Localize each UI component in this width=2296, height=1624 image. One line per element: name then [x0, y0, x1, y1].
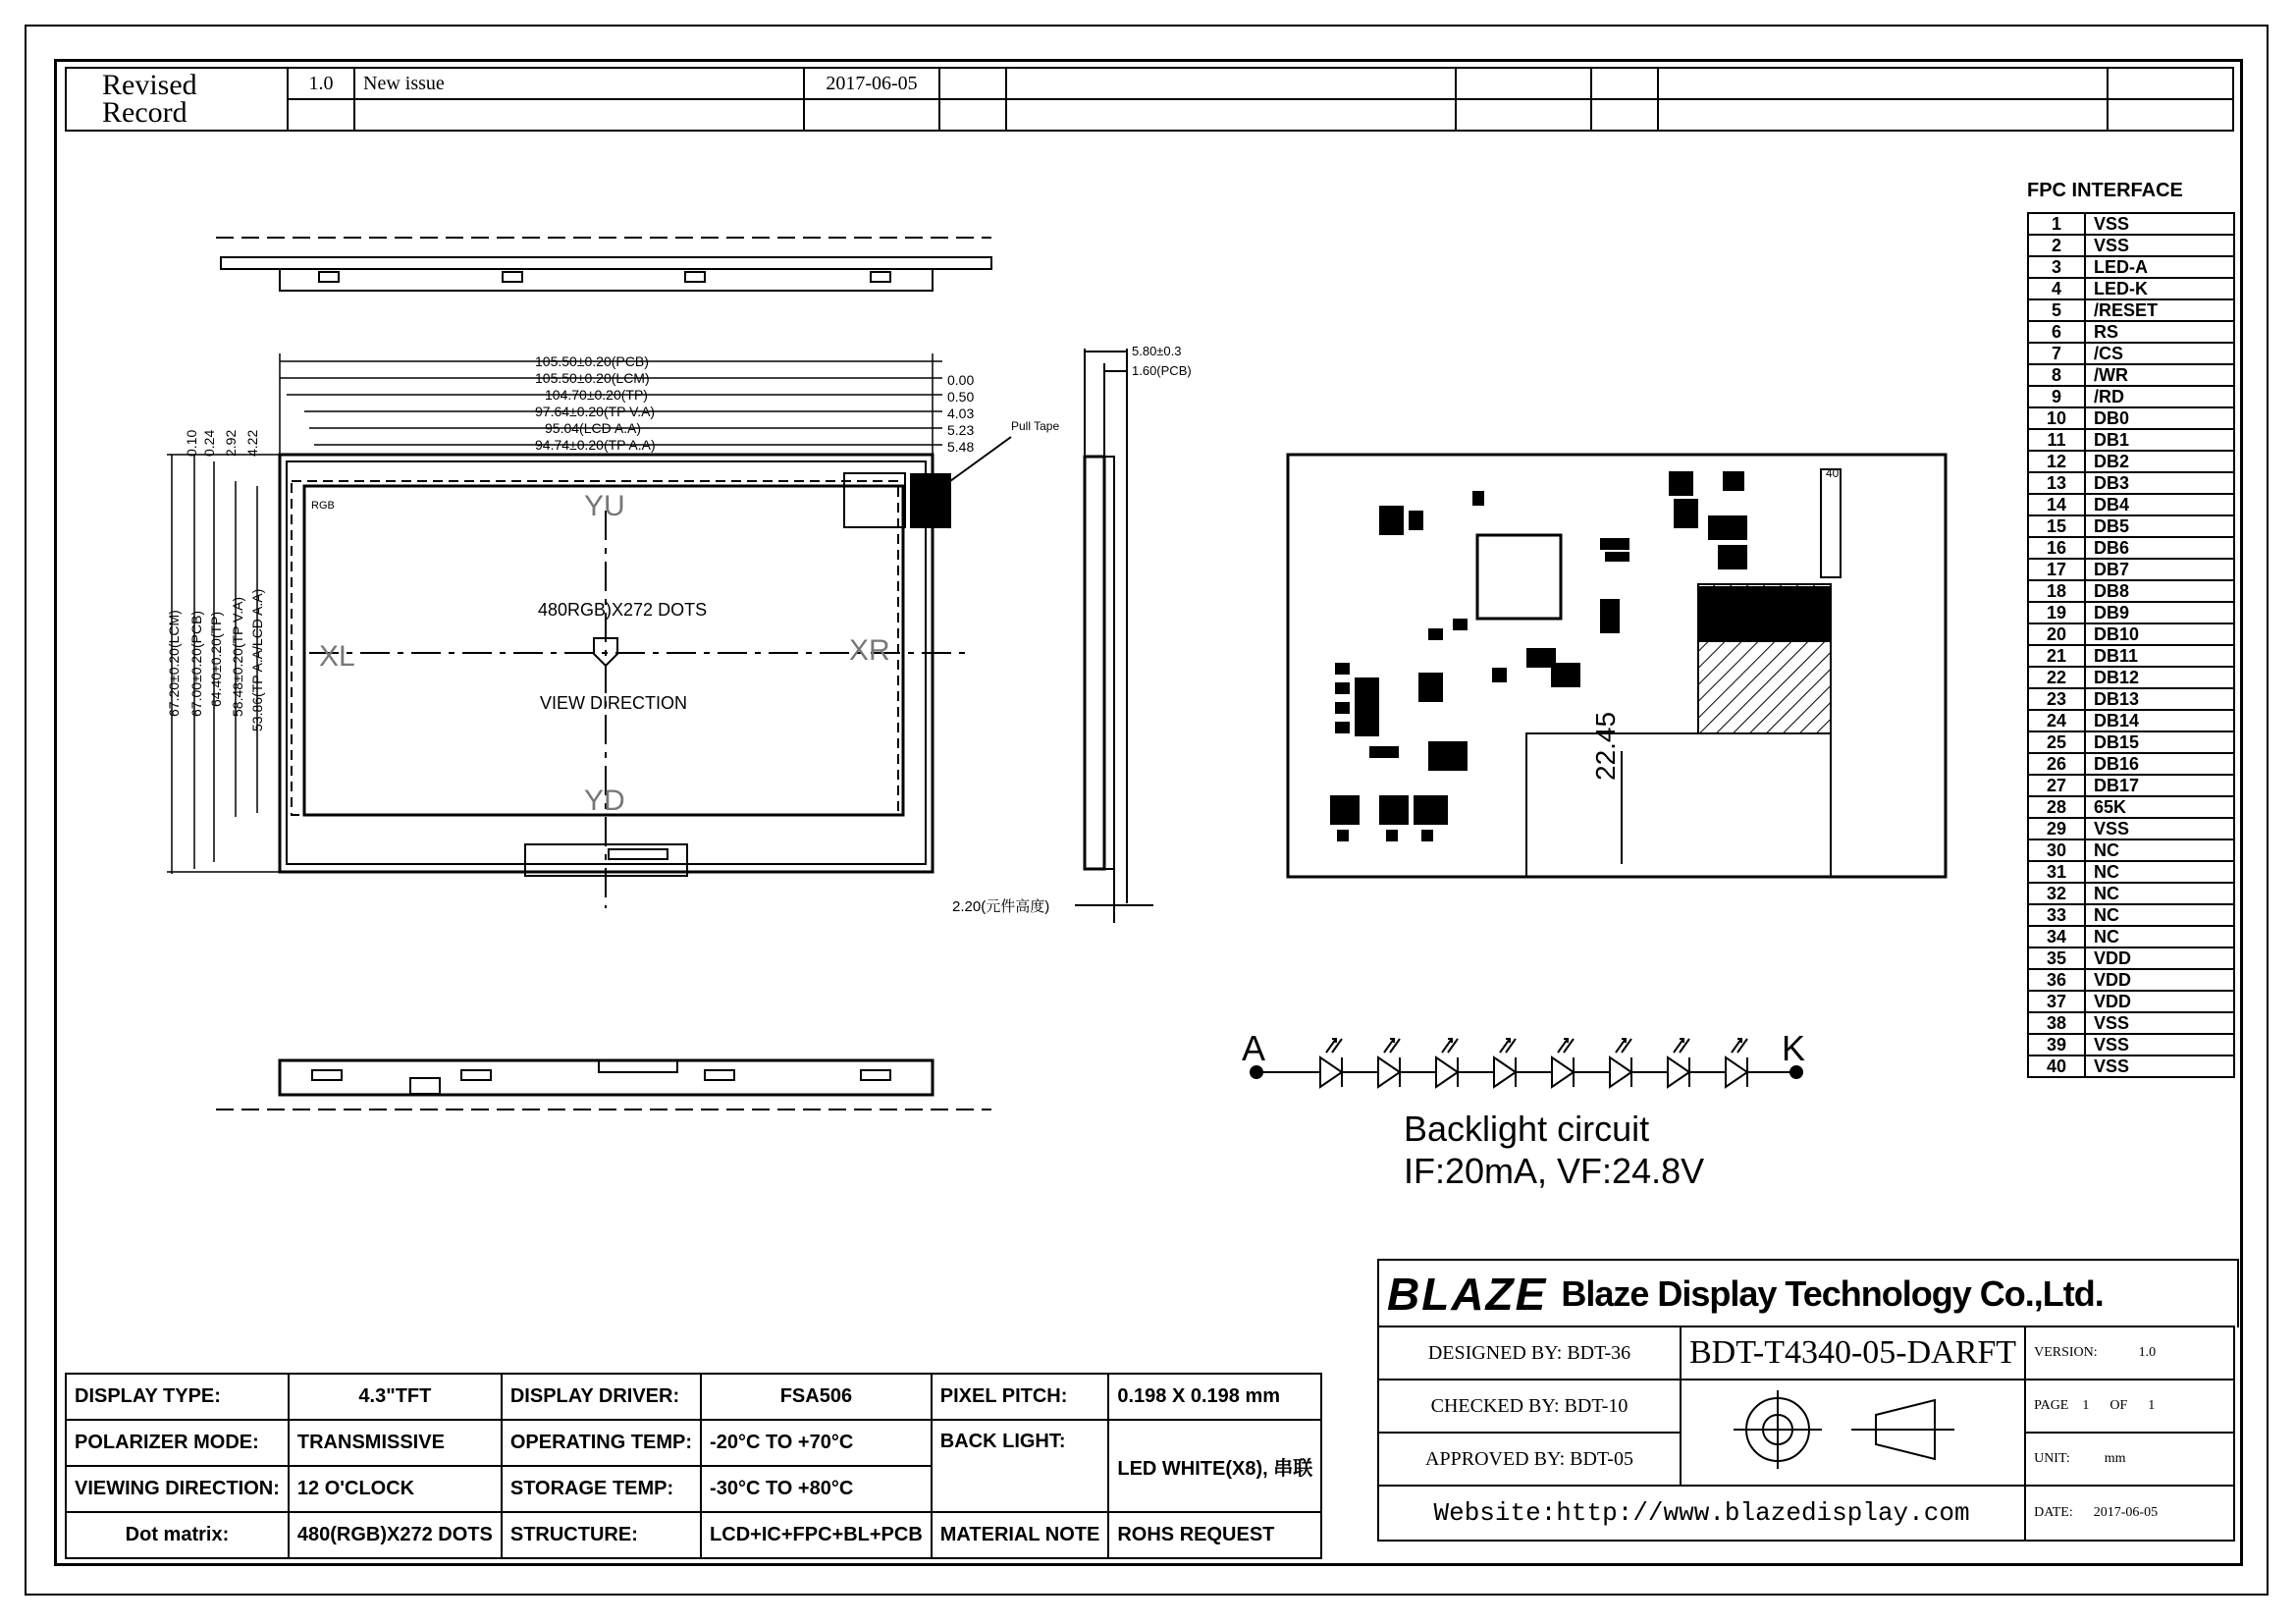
fpc-pin-row — [2028, 731, 2234, 753]
projection-symbol-icon — [1689, 1380, 1974, 1479]
led-diode — [1552, 1039, 1574, 1087]
fpc-pin-signal: VSS — [2085, 1034, 2234, 1056]
fpc-pin-number: 36 — [2028, 969, 2085, 991]
fpc-pin-number: 39 — [2028, 1034, 2085, 1056]
left-offset-1: 0.10 — [184, 429, 199, 457]
fpc-pin-number: 1 — [2028, 213, 2085, 235]
fpc-pin-row — [2028, 818, 2234, 839]
viewing-label: VIEWING DIRECTION: — [66, 1466, 289, 1512]
dim-tp-va-width: 97.64±0.20(TP V.A) — [535, 404, 656, 419]
top-side-view — [216, 238, 991, 291]
fpc-pin-signal: VSS — [2085, 213, 2234, 235]
fpc-pin-number: 6 — [2028, 321, 2085, 343]
structure: LCD+IC+FPC+BL+PCB — [701, 1512, 932, 1558]
fpc-pin-signal: DB12 — [2085, 667, 2234, 688]
fpc-pin-row — [2028, 299, 2234, 321]
fpc-pin-signal: 65K — [2085, 796, 2234, 818]
fpc-pin-number: 34 — [2028, 926, 2085, 947]
fpc-pin-number: 3 — [2028, 256, 2085, 278]
left-offset-4: 4.22 — [244, 429, 260, 457]
revision-description: New issue — [354, 68, 804, 99]
fpc-pin-row — [2028, 580, 2234, 602]
fpc-pin-row — [2028, 796, 2234, 818]
display-type: 4.3"TFT — [289, 1374, 502, 1420]
fpc-pin-number: 29 — [2028, 818, 2085, 839]
pixel-pitch: 0.198 X 0.198 mm — [1108, 1374, 1321, 1420]
fpc-pin-number: 32 — [2028, 883, 2085, 904]
fpc-pin-row — [2028, 969, 2234, 991]
company-logo: BLAZE — [1387, 1269, 1548, 1320]
fpc-pin-signal: VSS — [2085, 1012, 2234, 1034]
fpc-pin-row — [2028, 429, 2234, 451]
fpc-pin-number: 20 — [2028, 623, 2085, 645]
back-pin-label: 40 — [1826, 466, 1840, 480]
fpc-pin-number: 25 — [2028, 731, 2085, 753]
fpc-pin-signal: VDD — [2085, 991, 2234, 1012]
part-number: BDT-T4340-05-DARFT — [1681, 1326, 2025, 1380]
structure-label: STRUCTURE: — [502, 1512, 701, 1558]
fpc-pin-signal: VSS — [2085, 235, 2234, 256]
storage: -30°C TO +80°C — [701, 1466, 932, 1512]
led-diode — [1494, 1039, 1516, 1087]
polarizer: TRANSMISSIVE — [289, 1420, 502, 1466]
display-driver-label: DISPLAY DRIVER: — [502, 1374, 701, 1420]
dim-tp-aa-width: 94.74±0.20(TP A.A) — [535, 437, 656, 453]
op-temp-label: OPERATING TEMP: — [502, 1420, 701, 1466]
fpc-pin-row — [2028, 559, 2234, 580]
led-diode — [1320, 1039, 1342, 1087]
backlight-label: BACK LIGHT: — [932, 1420, 1109, 1512]
fpc-pin-number: 30 — [2028, 839, 2085, 861]
designed-by: DESIGNED BY: BDT-36 — [1378, 1326, 1681, 1380]
fpc-pin-row — [2028, 947, 2234, 969]
of-label: OF — [2109, 1398, 2128, 1413]
company-name: Blaze Display Technology Co.,Ltd. — [1561, 1273, 2104, 1314]
fpc-pin-signal: VSS — [2085, 1056, 2234, 1077]
fpc-pin-signal: DB14 — [2085, 710, 2234, 731]
fpc-pin-signal: /RESET — [2085, 299, 2234, 321]
fpc-pin-row — [2028, 213, 2234, 235]
revision-date: 2017-06-05 — [804, 68, 939, 99]
projection-symbol — [1681, 1380, 2025, 1486]
checked-by: CHECKED BY: BDT-10 — [1378, 1380, 1681, 1433]
fpc-pin-number: 27 — [2028, 775, 2085, 796]
backlight-title: Backlight circuit — [1404, 1109, 1650, 1149]
fpc-pin-number: 33 — [2028, 904, 2085, 926]
date-label: DATE: — [2034, 1505, 2073, 1520]
dim-tp-width: 104.70±0.20(TP) — [545, 387, 648, 403]
fpc-pin-number: 5 — [2028, 299, 2085, 321]
dot-matrix-label: Dot matrix: — [66, 1512, 289, 1558]
fpc-pin-row — [2028, 688, 2234, 710]
backlight-spec: IF:20mA, VF:24.8V — [1404, 1151, 1705, 1191]
right-side-view — [1075, 349, 1153, 923]
approved-by: APPROVED BY: BDT-05 — [1378, 1433, 1681, 1486]
fpc-pin-number: 16 — [2028, 537, 2085, 559]
fpc-pin-number: 17 — [2028, 559, 2085, 580]
display-driver: FSA506 — [701, 1374, 932, 1420]
revision-version: 1.0 — [288, 68, 354, 99]
fpc-pin-signal: DB0 — [2085, 407, 2234, 429]
fpc-pin-signal: DB3 — [2085, 472, 2234, 494]
unit: mm — [2104, 1451, 2126, 1466]
fpc-pin-row — [2028, 1012, 2234, 1034]
dim-offset-1: 0.00 — [947, 372, 975, 388]
fpc-pin-signal: NC — [2085, 904, 2234, 926]
fpc-pin-number: 18 — [2028, 580, 2085, 602]
material: ROHS REQUEST — [1108, 1512, 1321, 1558]
fpc-pin-signal: DB16 — [2085, 753, 2234, 775]
fpc-pin-number: 23 — [2028, 688, 2085, 710]
fpc-pin-row — [2028, 623, 2234, 645]
fpc-pin-signal: NC — [2085, 883, 2234, 904]
fpc-pin-number: 7 — [2028, 343, 2085, 364]
website: Website:http://www.blazedisplay.com — [1378, 1486, 2025, 1541]
rgb-label: RGB — [311, 500, 335, 512]
fpc-title: FPC INTERFACE — [2027, 180, 2183, 201]
fpc-pin-row — [2028, 472, 2234, 494]
fpc-pin-number: 4 — [2028, 278, 2085, 299]
fpc-pin-signal: RS — [2085, 321, 2234, 343]
fpc-pin-row — [2028, 775, 2234, 796]
height-tp-aa: 53.86(TP A.A/LCD A.A) — [249, 588, 265, 731]
fpc-pin-row — [2028, 753, 2234, 775]
fpc-pin-number: 15 — [2028, 515, 2085, 537]
dim-offset-2: 0.50 — [947, 389, 975, 405]
thickness-pcb: 1.60(PCB) — [1132, 363, 1192, 378]
fpc-pin-number: 40 — [2028, 1056, 2085, 1077]
date: 2017-06-05 — [2093, 1505, 2159, 1520]
fpc-pin-row — [2028, 256, 2234, 278]
display-type-label: DISPLAY TYPE: — [66, 1374, 289, 1420]
fpc-pin-number: 37 — [2028, 991, 2085, 1012]
pcb-components — [1330, 471, 1747, 841]
fpc-pin-row — [2028, 515, 2234, 537]
fpc-pin-row — [2028, 667, 2234, 688]
page-label: PAGE — [2034, 1398, 2069, 1413]
xl-label: XL — [319, 640, 355, 673]
height-tp-va: 58.48±0.20(TP V.A) — [230, 596, 245, 717]
pull-tape-label: Pull Tape — [1011, 419, 1060, 433]
fpc-pin-signal: VDD — [2085, 947, 2234, 969]
left-offset-2: 0.24 — [201, 429, 217, 457]
revision-label-line2: Record — [102, 96, 187, 129]
unit-label: UNIT: — [2034, 1451, 2070, 1466]
pixel-pitch-label: PIXEL PITCH: — [932, 1374, 1109, 1420]
fpc-pin-number: 31 — [2028, 861, 2085, 883]
dim-lcd-aa-width: 95.04(LCD A.A) — [545, 420, 642, 436]
material-label: MATERIAL NOTE — [932, 1512, 1109, 1558]
fpc-pin-signal: DB5 — [2085, 515, 2234, 537]
fpc-pin-number: 8 — [2028, 364, 2085, 386]
back-dimension: 22.45 — [1590, 711, 1621, 781]
fpc-pin-row — [2028, 407, 2234, 429]
backlight-value: LED WHITE(X8), 串联 — [1108, 1420, 1321, 1512]
dim-offset-5: 5.48 — [947, 439, 975, 455]
cathode-label: K — [1782, 1028, 1806, 1068]
fpc-pin-signal: DB9 — [2085, 602, 2234, 623]
led-diodes — [1320, 1039, 1747, 1087]
fpc-pin-signal: /WR — [2085, 364, 2234, 386]
dim-lcm-width: 105.50±0.20(LCM) — [535, 370, 650, 386]
fpc-pin-signal: DB2 — [2085, 451, 2234, 472]
fpc-pin-number: 38 — [2028, 1012, 2085, 1034]
led-diode — [1726, 1039, 1747, 1087]
fpc-pin-number: 26 — [2028, 753, 2085, 775]
fpc-pin-signal: DB1 — [2085, 429, 2234, 451]
fpc-pin-number: 12 — [2028, 451, 2085, 472]
fpc-pin-row — [2028, 991, 2234, 1012]
fpc-pin-number: 13 — [2028, 472, 2085, 494]
height-pcb: 67.00±0.20(PCB) — [188, 610, 204, 717]
height-tp: 64.40±0.20(TP) — [208, 611, 224, 707]
front-view — [280, 437, 1011, 908]
storage-label: STORAGE TEMP: — [502, 1466, 701, 1512]
fpc-pin-signal: DB10 — [2085, 623, 2234, 645]
fpc-pin-row — [2028, 321, 2234, 343]
anode-label: A — [1242, 1028, 1266, 1068]
fpc-pin-row — [2028, 710, 2234, 731]
fpc-pin-signal: DB11 — [2085, 645, 2234, 667]
fpc-pin-number: 9 — [2028, 386, 2085, 407]
backlight-circuit — [1251, 1039, 1802, 1087]
version: 1.0 — [2138, 1345, 2157, 1360]
yd-label: YD — [584, 785, 625, 817]
fpc-pin-number: 21 — [2028, 645, 2085, 667]
fpc-pin-row — [2028, 645, 2234, 667]
dim-offset-4: 5.23 — [947, 422, 975, 438]
dots-label: 480RGB)X272 DOTS — [538, 600, 708, 620]
fpc-pin-row — [2028, 839, 2234, 861]
fpc-pin-row — [2028, 343, 2234, 364]
fpc-pin-signal: /RD — [2085, 386, 2234, 407]
fpc-pin-number: 14 — [2028, 494, 2085, 515]
thickness-total: 5.80±0.3 — [1132, 344, 1182, 358]
of-value: 1 — [2148, 1398, 2156, 1413]
view-direction-label: VIEW DIRECTION — [540, 693, 688, 713]
fpc-pin-signal: DB6 — [2085, 537, 2234, 559]
fpc-pin-row — [2028, 386, 2234, 407]
fpc-pin-signal: NC — [2085, 839, 2234, 861]
polarizer-label: POLARIZER MODE: — [66, 1420, 289, 1466]
fpc-pin-number: 28 — [2028, 796, 2085, 818]
fpc-pin-row — [2028, 1034, 2234, 1056]
fpc-pin-row — [2028, 278, 2234, 299]
dim-offset-3: 4.03 — [947, 406, 975, 421]
dot-matrix: 480(RGB)X272 DOTS — [289, 1512, 502, 1558]
fpc-pin-signal: DB15 — [2085, 731, 2234, 753]
fpc-pin-row — [2028, 926, 2234, 947]
fpc-pin-row — [2028, 494, 2234, 515]
fpc-pin-number: 19 — [2028, 602, 2085, 623]
fpc-pin-row — [2028, 861, 2234, 883]
fpc-pin-signal: DB8 — [2085, 580, 2234, 602]
fpc-pin-signal: DB13 — [2085, 688, 2234, 710]
version-label: VERSION: — [2034, 1345, 2098, 1360]
page: 1 — [2082, 1398, 2090, 1413]
fpc-pin-row — [2028, 235, 2234, 256]
fpc-pin-signal: NC — [2085, 861, 2234, 883]
title-block — [1377, 1326, 2235, 1542]
yu-label: YU — [584, 490, 625, 522]
fpc-pin-number: 24 — [2028, 710, 2085, 731]
fpc-pin-number: 35 — [2028, 947, 2085, 969]
led-diode — [1436, 1039, 1458, 1087]
left-offset-3: 2.92 — [223, 429, 239, 457]
fpc-pin-signal: /CS — [2085, 343, 2234, 364]
op-temp: -20°C TO +70°C — [701, 1420, 932, 1466]
fpc-pin-row — [2028, 1056, 2234, 1077]
fpc-pin-signal: VSS — [2085, 818, 2234, 839]
fpc-pin-row — [2028, 451, 2234, 472]
fpc-pin-row — [2028, 883, 2234, 904]
fpc-pin-row — [2028, 602, 2234, 623]
fpc-pin-signal: VDD — [2085, 969, 2234, 991]
viewing: 12 O'CLOCK — [289, 1466, 502, 1512]
fpc-pin-row — [2028, 364, 2234, 386]
height-lcm: 67.20±0.20(LCM) — [166, 610, 182, 717]
fpc-table — [2027, 212, 2235, 1078]
fpc-pin-signal: LED-A — [2085, 256, 2234, 278]
bottom-side-view — [216, 1060, 991, 1110]
fpc-pin-number: 11 — [2028, 429, 2085, 451]
specs-table — [65, 1373, 1322, 1559]
fpc-pin-number: 10 — [2028, 407, 2085, 429]
fpc-pin-row — [2028, 904, 2234, 926]
led-diode — [1668, 1039, 1689, 1087]
fpc-pin-row — [2028, 537, 2234, 559]
company-banner — [1377, 1259, 2239, 1327]
fpc-pin-number: 2 — [2028, 235, 2085, 256]
revision-label-line1: Revised — [102, 69, 197, 101]
led-diode — [1378, 1039, 1400, 1087]
xr-label: XR — [849, 634, 890, 667]
fpc-pin-signal: DB17 — [2085, 775, 2234, 796]
fpc-pin-signal: LED-K — [2085, 278, 2234, 299]
fpc-pin-signal: DB7 — [2085, 559, 2234, 580]
fpc-pin-signal: DB4 — [2085, 494, 2234, 515]
led-diode — [1610, 1039, 1631, 1087]
component-height: 2.20(元件高度) — [952, 898, 1050, 915]
dim-pcb-width: 105.50±0.20(PCB) — [535, 353, 649, 369]
fpc-pin-signal: NC — [2085, 926, 2234, 947]
fpc-pin-number: 22 — [2028, 667, 2085, 688]
